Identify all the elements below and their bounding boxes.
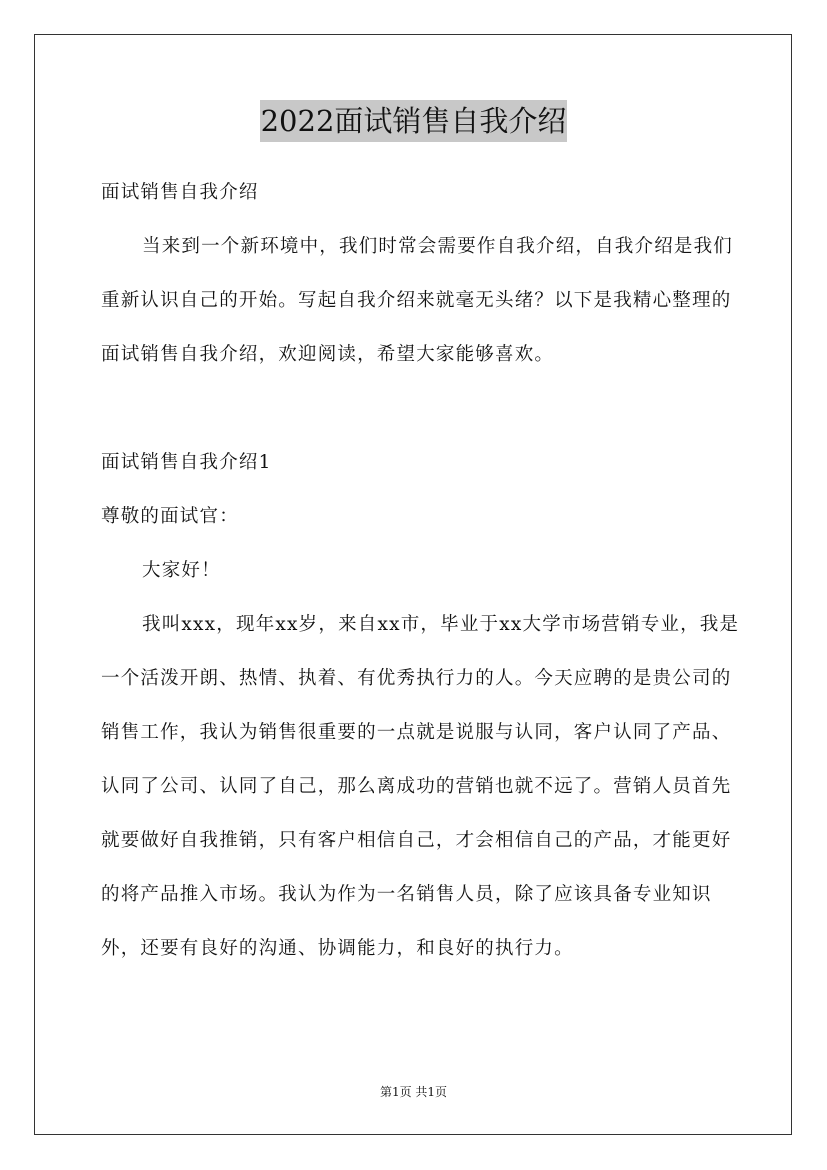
salutation: 尊敬的面试官：	[101, 506, 239, 527]
page-footer: 第1页 共1页	[379, 1085, 448, 1099]
intro-paragraph: 当来到一个新环境中，我们时常会需要作自我介绍，自我介绍是我们重新认识自己的开始。写起自我介绍来就毫无头绪？以下是我精心整理的面试销售自我介绍，欢迎阅读，希望大家能够喜欢。	[101, 236, 734, 365]
body-paragraph: 我叫xxx，现年xx岁，来自xx市，毕业于xx大学市场营销专业，我是一个活泼开朗、热情、执着、有优秀执行力的人。今天应聘的是贵公司的销售工作，我认为销售很重要的一点就是说服与认同，客户认同了产品、认同了公司、认同了自己，那么离成功的营销也就不远了。营销人员首先就要做好自我推销，只有客户相信自己，才会相信自己的产品，才能更好的将产品推入市场。我认为作为一名销售人员，除了应该具备专业知识外，还要有良好的沟通、协调能力，和良好的执行力。	[101, 614, 740, 959]
greeting: 大家好！	[142, 560, 221, 581]
section-heading: 面试销售自我介绍1	[101, 452, 272, 473]
document-title: 2022面试销售自我介绍	[260, 100, 568, 142]
title-container	[0, 100, 827, 142]
subtitle: 面试销售自我介绍	[101, 182, 259, 203]
